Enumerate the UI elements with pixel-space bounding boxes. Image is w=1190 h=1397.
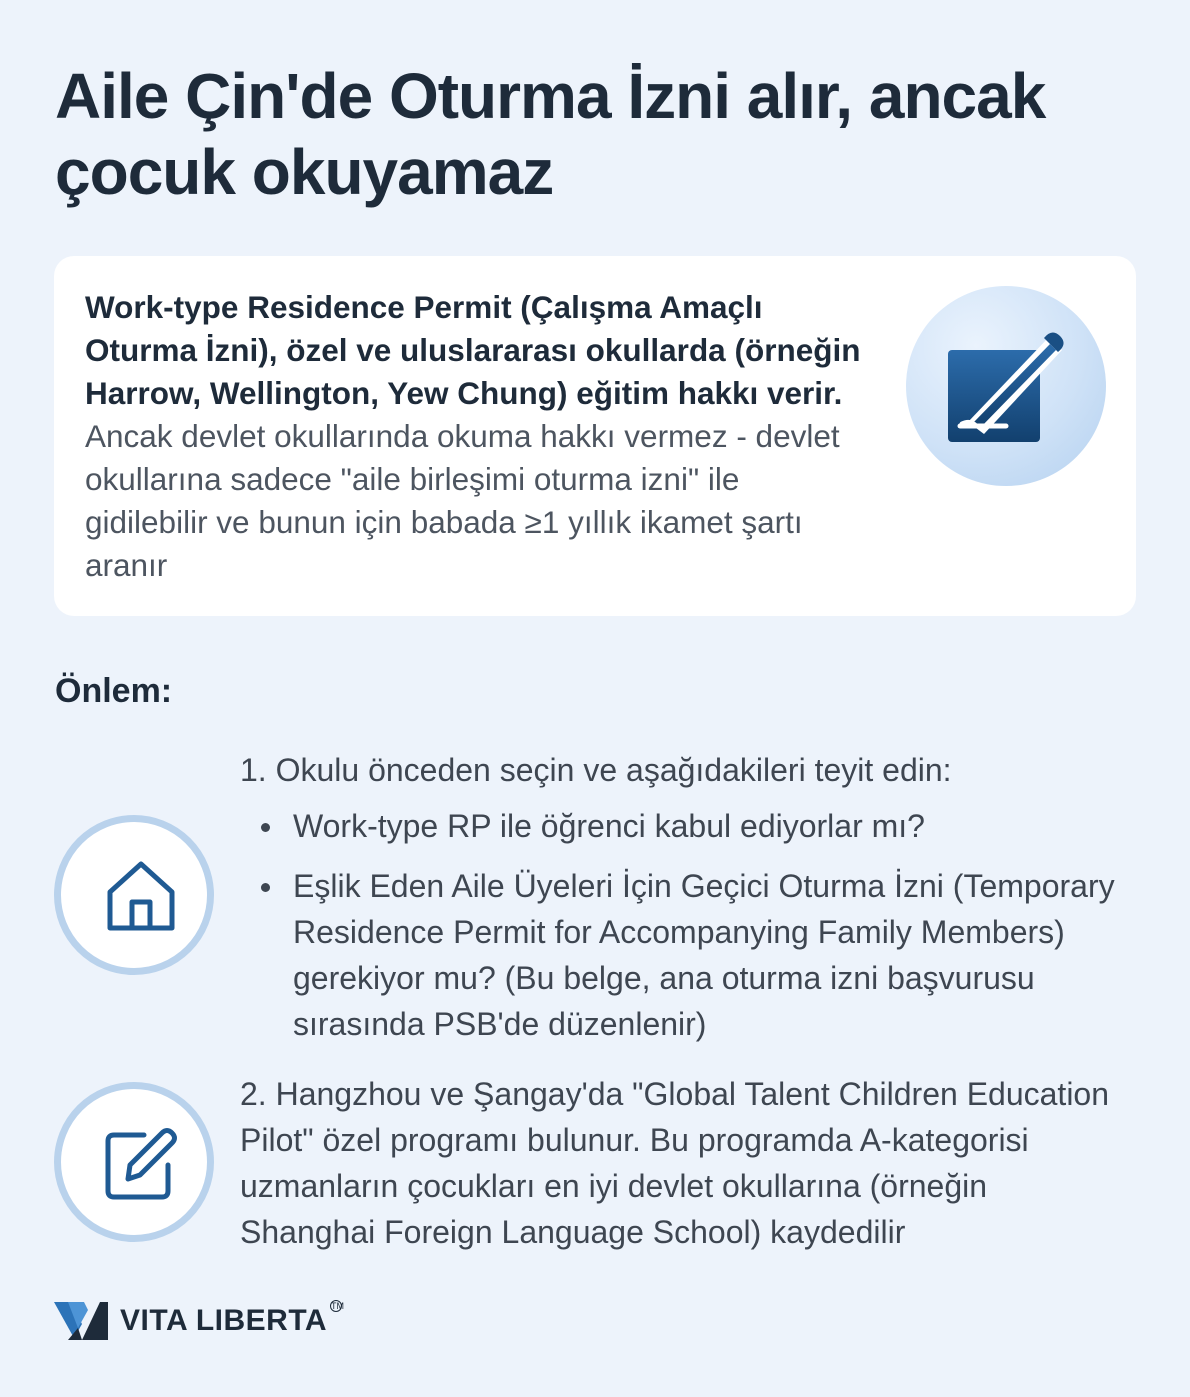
- brand-name: VITA LIBERTA: [120, 1304, 328, 1337]
- card-badge: [906, 286, 1106, 486]
- brand-logo: [54, 1300, 344, 1344]
- section-heading: Önlem:: [55, 672, 173, 710]
- trademark-mark: TM: [331, 1301, 344, 1311]
- item-1-text: 1. Okulu önceden seçin ve aşağıdakileri teyit edin:: [240, 752, 952, 788]
- home-icon: [104, 858, 178, 934]
- card-bold-text: Work-type Residence Permit (Çalışma Amaçlı Oturma İzni), özel ve uluslararası okullarda (örneğin Harrow, Wellington, Yew Chung) eğitim hakkı verir.: [85, 289, 861, 411]
- page-title: Aile Çin'de Oturma İzni alır, ancak çocuk okuyamaz: [55, 60, 1046, 208]
- edit-icon: [104, 1125, 178, 1201]
- item-2-icon-circle: [54, 1082, 214, 1242]
- item-1-icon-circle: [54, 815, 214, 975]
- card-text: [85, 286, 865, 587]
- bullet-item: Work-type RP ile öğrenci kabul ediyorlar mı?: [258, 803, 1138, 849]
- edit-icon: [940, 322, 1070, 452]
- vita-liberta-logo-icon: [54, 1300, 110, 1344]
- item-1-bullets: [258, 803, 1138, 1061]
- item-2-text: 2. Hangzhou ve Şangay'da "Global Talent Children Education Pilot" özel programı bulunur. Bu programda A-kategorisi uzmanların çocukları en iyi devlet okullarına (örneğin Shanghai Foreign Language School) kaydedilir: [240, 1076, 1110, 1250]
- info-card: [54, 256, 1136, 616]
- card-normal-text: Ancak devlet okullarında okuma hakkı vermez - devlet okullarına sadece "aile birleşimi oturma izni" ile gidilebilir ve bunun için babada ≥1 yıllık ikamet şartı aranır: [85, 418, 840, 583]
- bullet-item: Eşlik Eden Aile Üyeleri İçin Geçici Oturma İzni (Temporary Residence Permit for Accompanying Family Members) gerekiyor mu? (Bu belge, ana oturma izni başvurusu sırasında PSB'de düzenlenir): [258, 863, 1138, 1047]
